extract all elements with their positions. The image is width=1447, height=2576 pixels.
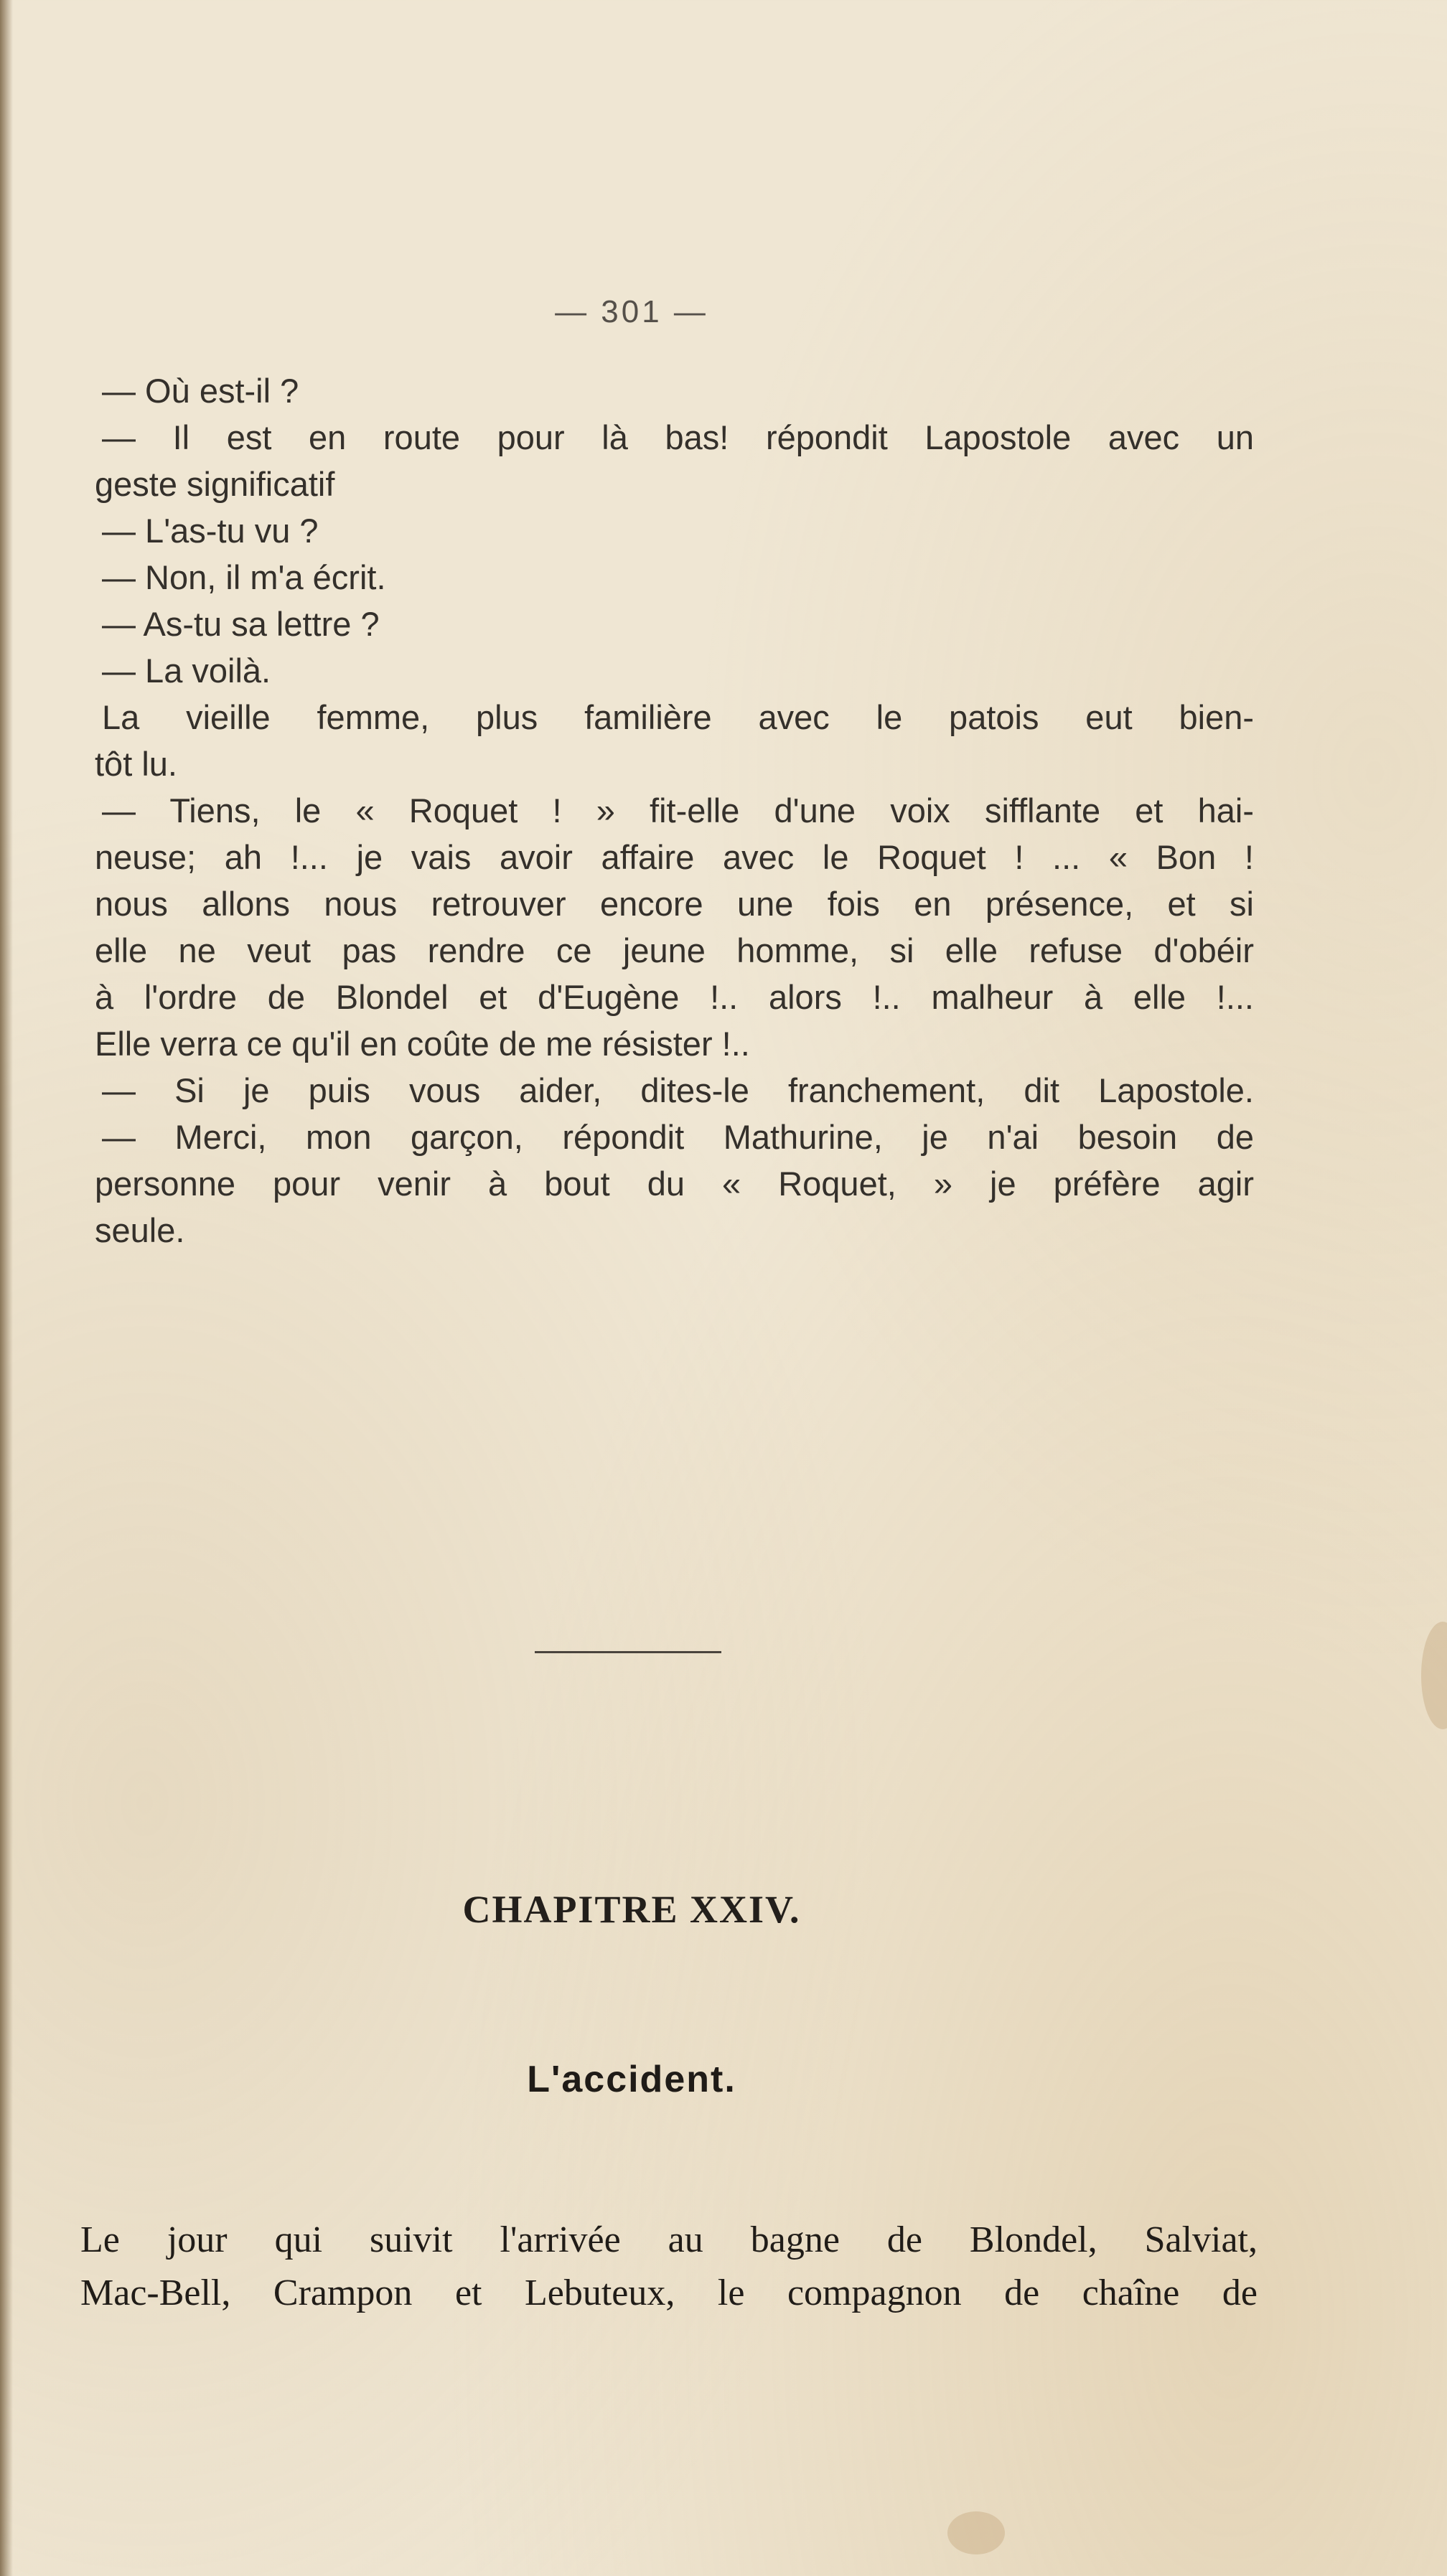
text-line: nous allons nous retrouver encore une fois en présence, et si <box>95 885 1254 923</box>
text-line: — La voilà. <box>102 652 271 690</box>
text-line: tôt lu. <box>95 745 177 783</box>
text-line: — Tiens, le « Roquet ! » fit-elle d'une voix sifflante et hai- <box>102 791 1254 829</box>
text-line: neuse; ah !... je vais avoir affaire avec le Roquet ! ... « Bon ! <box>95 838 1254 876</box>
paper-stain <box>1421 1622 1447 1729</box>
text-line: — Non, il m'a écrit. <box>102 558 386 596</box>
passage-text <box>95 367 1254 1254</box>
text-line: seule. <box>95 1211 185 1249</box>
text-line: — Il est en route pour là bas! répondit Lapostole avec un <box>102 418 1254 456</box>
chapter-heading: CHAPITRE XXIV. <box>462 1888 801 1931</box>
text-line: — Merci, mon garçon, répondit Mathurine, je n'ai besoin de <box>102 1118 1254 1156</box>
chapter-opening-text <box>80 2214 1258 2320</box>
chapter-title: L'accident. <box>527 2059 736 2100</box>
text-line: Elle verra ce qu'il en coûte de me résister !.. <box>95 1025 750 1063</box>
text-line: — L'as-tu vu ? <box>102 512 319 550</box>
text-line: elle ne veut pas rendre ce jeune homme, si elle refuse d'obéir <box>95 931 1254 969</box>
text-line: à l'ordre de Blondel et d'Eugène !.. alors !.. malheur à elle !... <box>95 978 1254 1016</box>
section-divider <box>535 1651 721 1653</box>
text-line: Le jour qui suivit l'arrivée au bagne de Blondel, Salviat, <box>80 2219 1258 2260</box>
text-line: Mac-Bell, Crampon et Lebuteux, le compagnon de chaîne de <box>80 2272 1258 2313</box>
text-line: La vieille femme, plus familière avec le patois eut bien- <box>102 698 1254 736</box>
text-line: geste significatif <box>95 465 335 503</box>
text-line: personne pour venir à bout du « Roquet, » je préfère agir <box>95 1165 1254 1203</box>
page-binding-edge <box>0 0 13 2576</box>
text-line: — Où est-il ? <box>102 372 299 410</box>
paper-stain <box>947 2511 1005 2554</box>
text-line: — As-tu sa lettre ? <box>102 605 380 643</box>
text-line: — Si je puis vous aider, dites-le franchement, dit Lapostole. <box>102 1071 1254 1109</box>
page-number: — 301 — <box>555 294 708 329</box>
